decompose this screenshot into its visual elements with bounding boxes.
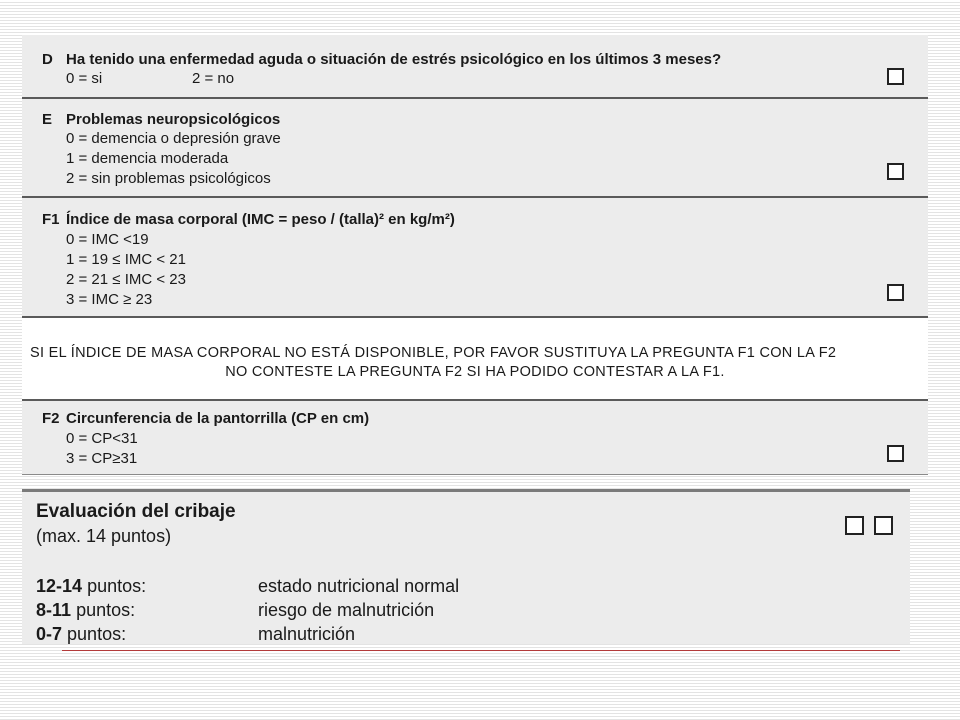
- evaluation-subtitle: (max. 14 puntos): [36, 526, 172, 546]
- option-e-2: 2 = sin problemas psicológicos: [66, 170, 271, 187]
- score-description: riesgo de malnutrición: [258, 600, 435, 620]
- question-d: [42, 51, 721, 68]
- screening-form: [22, 35, 928, 475]
- bottom-divider: [62, 650, 900, 651]
- question-letter: F2: [42, 410, 60, 427]
- score-unit: puntos:: [87, 576, 147, 596]
- score-unit: puntos:: [67, 624, 127, 644]
- score-range: 12-14: [36, 576, 83, 596]
- score-range: 0-7: [36, 624, 63, 644]
- score-row-normal: [36, 576, 460, 597]
- checkbox-e[interactable]: [887, 163, 904, 180]
- notice-line-1: SI EL ÍNDICE DE MASA CORPORAL NO ESTÁ DISPONIBLE, POR FAVOR SUSTITUYA LA PREGUNTA F1 CON LA F2: [30, 345, 837, 361]
- notice-line-2: NO CONTESTE LA PREGUNTA F2 SI HA PODIDO CONTESTAR A LA F1.: [225, 364, 725, 380]
- question-letter: D: [42, 51, 53, 68]
- option-f2-3: 3 = CP≥31: [66, 450, 138, 467]
- question-f2: [42, 410, 369, 427]
- option-f1-0: 0 = IMC <19: [66, 231, 149, 248]
- score-row-risk: [36, 600, 435, 621]
- score-description: estado nutricional normal: [258, 576, 460, 596]
- option-f2-0: 0 = CP<31: [66, 430, 138, 447]
- evaluation-title: Evaluación del cribaje: [36, 501, 236, 522]
- question-text: Problemas neuropsicológicos: [66, 111, 281, 128]
- option-f1-2: 2 = 21 ≤ IMC < 23: [66, 271, 186, 288]
- question-text: Índice de masa corporal (IMC = peso / (talla)² en kg/m²): [66, 211, 455, 228]
- score-range: 8-11: [36, 600, 72, 620]
- section-f1: [22, 198, 928, 318]
- option-d-2: 2 = no: [192, 70, 235, 87]
- score-description: malnutrición: [258, 624, 356, 644]
- option-f1-1: 1 = 19 ≤ IMC < 21: [66, 251, 186, 268]
- option-e-0: 0 = demencia o depresión grave: [66, 130, 281, 147]
- instruction-notice: [22, 318, 928, 401]
- question-letter: F1: [42, 211, 60, 228]
- question-e: [42, 111, 280, 128]
- checkbox-d[interactable]: [887, 68, 904, 85]
- option-e-1: 1 = demencia moderada: [66, 150, 229, 167]
- section-e: [22, 99, 928, 198]
- score-unit: puntos:: [76, 600, 136, 620]
- section-d: [22, 35, 928, 99]
- option-d-0: 0 = si: [66, 70, 103, 87]
- question-text: Ha tenido una enfermedad aguda o situación de estrés psicológico en los últimos 3 meses?: [66, 51, 722, 68]
- option-f1-3: 3 = IMC ≥ 23: [66, 291, 153, 308]
- question-f1: [42, 211, 455, 228]
- screening-evaluation: [22, 489, 910, 644]
- question-text: Circunferencia de la pantorrilla (CP en cm): [66, 410, 370, 427]
- score-row-malnutrition: [36, 624, 356, 645]
- checkbox-f1[interactable]: [887, 284, 904, 301]
- checkbox-f2[interactable]: [887, 445, 904, 462]
- score-box-units[interactable]: [874, 516, 893, 535]
- score-box-tens[interactable]: [845, 516, 864, 535]
- section-f2: [22, 401, 928, 475]
- question-letter: E: [42, 111, 53, 128]
